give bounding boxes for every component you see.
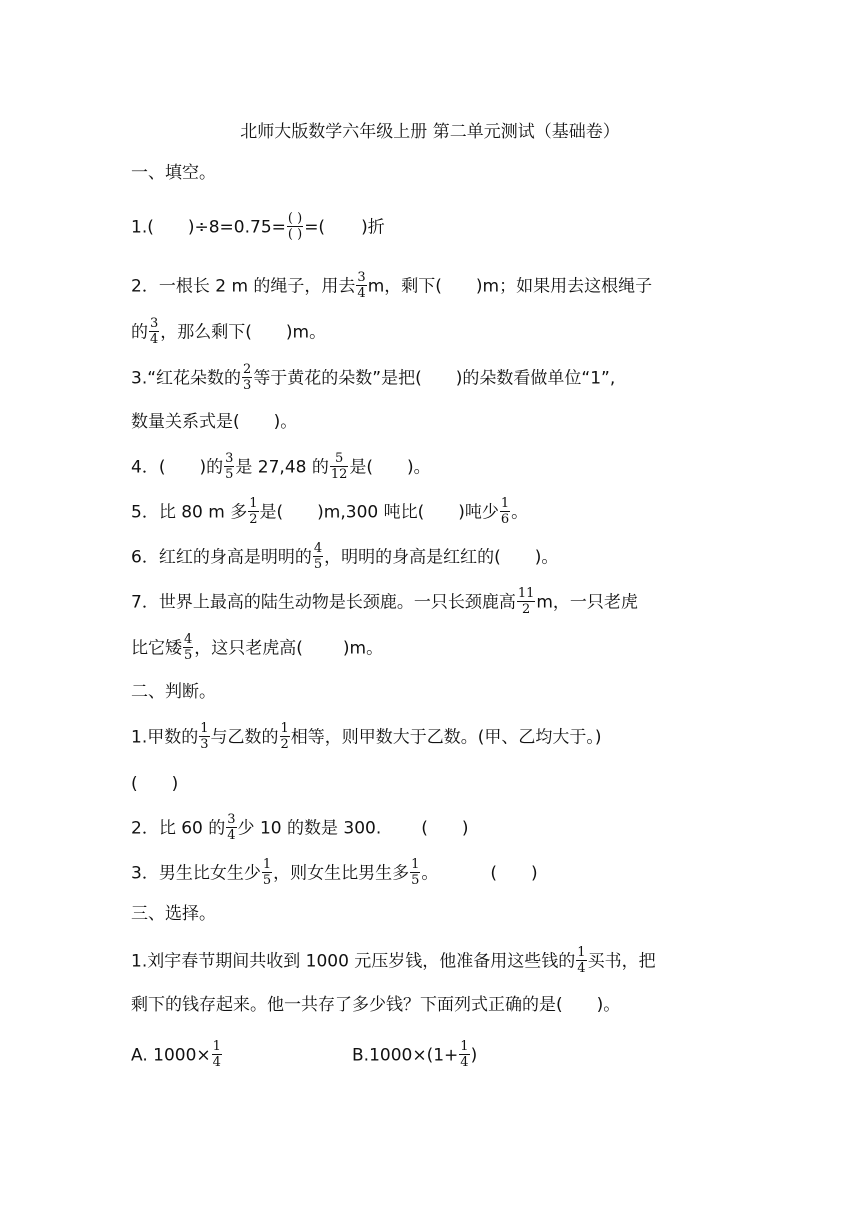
fraction: $\frac{3}{4}$ (357, 270, 366, 301)
question-fill-1: 1.( )÷8=0.75= $\frac{( )}{( )}$ =( )折 (131, 211, 385, 242)
question-judge-1-line2: ( ) (131, 774, 179, 794)
fraction: $\frac{1}{5}$ (411, 857, 420, 888)
question-judge-2: 2．比 60 的 $\frac{3}{4}$ 少 10 的数是 300. ( ) (131, 812, 469, 843)
fraction: $\frac{1}{2}$ (280, 721, 289, 752)
fraction: $\frac{1}{5}$ (262, 857, 272, 888)
fraction-blank: $\frac{( )}{( )}$ (287, 211, 303, 242)
question-judge-3: 3．男生比女生少 $\frac{1}{5}$ ，则女生比男生多 $\frac{1}{5}$ 。 ( ) (131, 857, 538, 888)
question-choose-1-line1: 1.刘宇春节期间共收到 1000 元压岁钱，他准备用这些钱的 $\frac{1}{4}$ 买书，把 (131, 945, 656, 976)
fraction: $\frac{11}{2}$ (517, 586, 535, 617)
question-fill-4: 4．( )的 $\frac{3}{5}$ 是 27,48 的 $\frac{5}{12}$ 是( )。 (131, 451, 431, 482)
question-fill-2-line1: 2．一根长 2 m 的绳子，用去 $\frac{3}{4}$ m，剩下( )m；如果用去这根绳子 (131, 270, 653, 301)
option-a: A. 1000× $\frac{1}{4}$ (131, 1039, 221, 1070)
question-fill-7-line1: 7．世界上最高的陆生动物是长颈鹿。一只长颈鹿高 $\frac{11}{2}$ m，一只老虎 (131, 586, 638, 617)
fraction: $\frac{3}{5}$ (225, 451, 234, 482)
option-b: B.1000×(1+ $\frac{1}{4}$ ) (352, 1039, 478, 1070)
question-fill-5: 5．比 80 m 多 $\frac{1}{2}$ 是( )m,300 吨比( )吨少 $\frac{1}{6}$ 。 (131, 496, 529, 527)
question-fill-7-line2: 比它矮 $\frac{4}{5}$ ，这只老虎高( )m。 (131, 632, 384, 663)
fraction: $\frac{1}{4}$ (577, 945, 586, 976)
fraction: $\frac{1}{4}$ (212, 1039, 221, 1070)
question-fill-3-line1: 3.“红花朵数的 $\frac{2}{3}$ 等于黄花的朵数”是把( )的朵数看做单位“1”, (131, 362, 616, 393)
fraction: $\frac{2}{3}$ (243, 362, 252, 393)
fraction: $\frac{1}{3}$ (200, 721, 209, 752)
section-heading-judge: 二、判断。 (131, 682, 216, 702)
fraction: $\frac{1}{6}$ (500, 496, 510, 527)
fraction: $\frac{4}{5}$ (184, 632, 193, 663)
question-fill-2-line2: 的 $\frac{3}{4}$ ，那么剩下( )m。 (131, 316, 327, 347)
question-fill-6: 6．红红的身高是明明的 $\frac{4}{5}$ ，明明的身高是红红的( )。 (131, 541, 559, 572)
section-heading-choose: 三、选择。 (131, 904, 216, 924)
fraction: $\frac{5}{12}$ (330, 451, 348, 482)
fraction: $\frac{4}{5}$ (313, 541, 323, 572)
question-judge-1-line1: 1.甲数的 $\frac{1}{3}$ 与乙数的 $\frac{1}{2}$ 相等，则甲数大于乙数。(甲、乙均大于。) (131, 721, 602, 752)
section-heading-fill: 一、填空。 (131, 163, 216, 183)
fraction: $\frac{1}{2}$ (249, 496, 258, 527)
fraction: $\frac{1}{4}$ (460, 1039, 469, 1070)
fraction: $\frac{3}{4}$ (227, 812, 236, 843)
fraction: $\frac{3}{4}$ (150, 316, 159, 347)
question-fill-3-line2: 数量关系式是( )。 (131, 412, 298, 432)
question-choose-1-line2: 剩下的钱存起来。他一共存了多少钱？下面列式正确的是( )。 (131, 995, 621, 1015)
page-title: 北师大版数学六年级上册 第二单元测试（基础卷） (240, 122, 620, 142)
